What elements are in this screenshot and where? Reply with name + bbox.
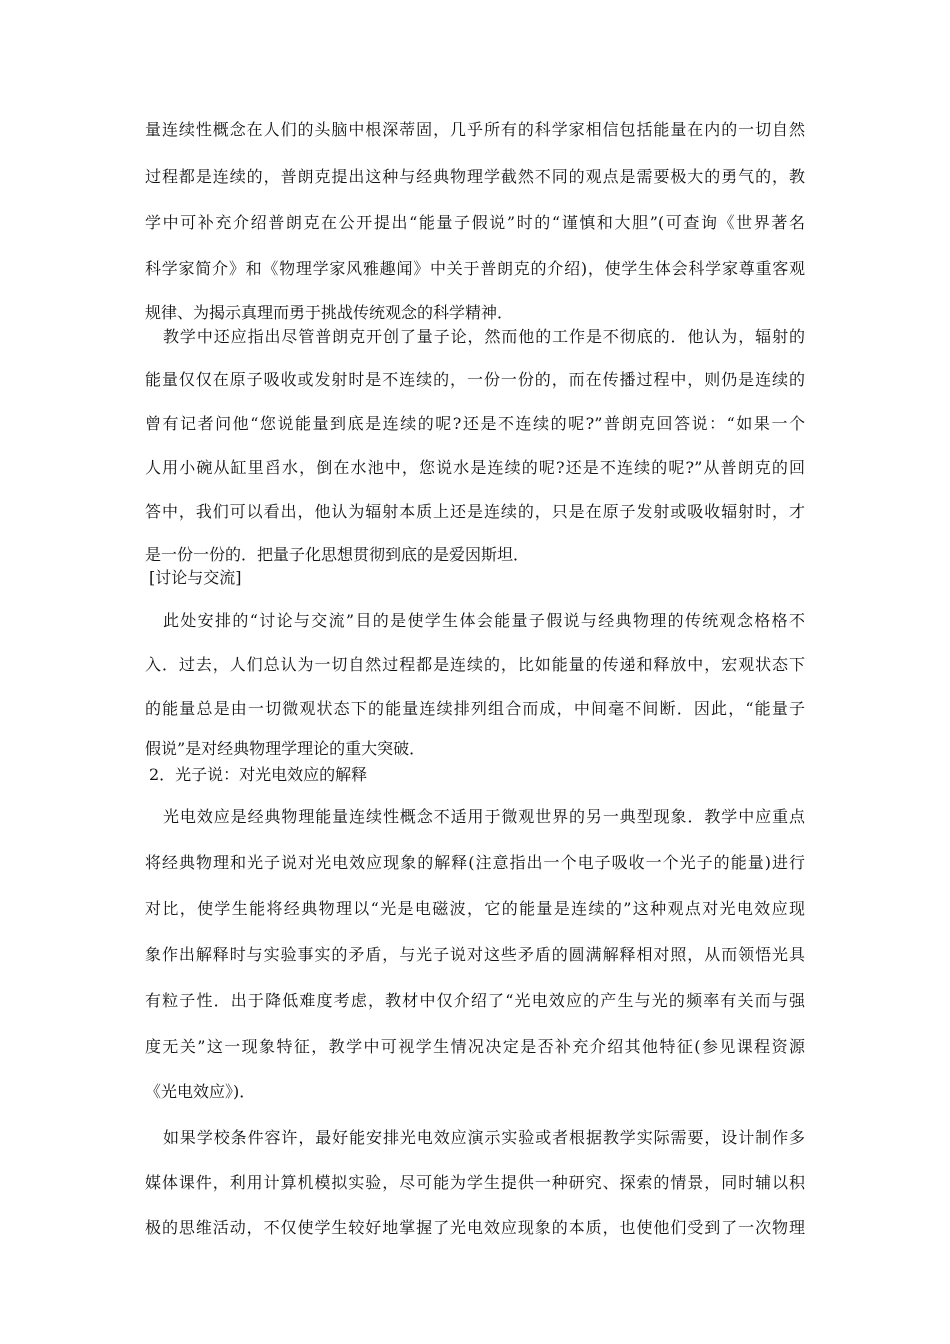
text-line: 人用小碗从缸里舀水，倒在水池中，您说水是连续的呢?还是不连续的呢?”从普朗克的回 [145, 458, 805, 477]
text-line: 将经典物理和光子说对光电效应现象的解释(注意指出一个电子吸收一个光子的能量)进行 [145, 853, 805, 872]
text-line: 学中可补充介绍普朗克在公开提出“能量子假说”时的“谨慎和大胆”(可查询《世界著名 [145, 213, 805, 232]
text-line: 极的思维活动，不仅使学生较好地掌握了光电效应现象的本质，也使他们受到了一次物理 [145, 1218, 805, 1237]
text-line: 度无关”这一现象特征，教学中可视学生情况决定是否补充介绍其他特征(参见课程资源 [145, 1037, 805, 1056]
section-heading-photon-theory: 2．光子说：对光电效应的解释 [149, 765, 368, 784]
text-line: 的能量总是由一切微观状态下的能量连续排列组合而成，中间毫不间断．因此，“能量子 [145, 699, 805, 718]
text-line: 媒体课件，利用计算机模拟实验，尽可能为学生提供一种研究、探索的情景，同时辅以积 [145, 1173, 805, 1192]
text-line: 假说”是对经典物理学理论的重大突破． [145, 739, 426, 758]
text-line: 有粒子性．出于降低难度考虑，教材中仅介绍了“光电效应的产生与光的频率有关而与强 [145, 991, 805, 1010]
text-line: 过程都是连续的，普朗克提出这种与经典物理学截然不同的观点是需要极大的勇气的，教 [145, 167, 805, 186]
text-line: 规律、为揭示真理而勇于挑战传统观念的科学精神． [145, 303, 514, 322]
text-line: 《光电效应》)． [145, 1082, 256, 1101]
text-line: 象作出解释时与实验事实的矛盾，与光子说对这些矛盾的圆满解释相对照，从而领悟光具 [145, 945, 805, 964]
text-line: 光电效应是经典物理能量连续性概念不适用于微观世界的另一典型现象．教学中应重点 [163, 807, 805, 826]
text-line: 教学中还应指出尽管普朗克开创了量子论，然而他的工作是不彻底的．他认为，辐射的 [163, 327, 805, 346]
text-line: 此处安排的“讨论与交流”目的是使学生体会能量子假说与经典物理的传统观念格格不 [163, 611, 805, 630]
text-line: 如果学校条件容许，最好能安排光电效应演示实验或者根据教学实际需要，设计制作多 [163, 1128, 805, 1147]
text-line: 对比，使学生能将经典物理以“光是电磁波，它的能量是连续的”这种观点对光电效应现 [145, 899, 805, 918]
text-line: 量连续性概念在人们的头脑中根深蒂固，几乎所有的科学家相信包括能量在内的一切自然 [145, 120, 805, 139]
text-line: 答中，我们可以看出，他认为辐射本质上还是连续的，只是在原子发射或吸收辐射时，才 [145, 502, 805, 521]
text-line: 能量仅仅在原子吸收或发射时是不连续的，一份一份的，而在传播过程中，则仍是连续的 [145, 370, 805, 389]
text-line: 是一份一份的．把量子化思想贯彻到底的是爱因斯坦． [145, 545, 530, 564]
section-heading-discussion: [讨论与交流] [149, 568, 242, 587]
text-line: 科学家简介》和《物理学家风雅趣闻》中关于普朗克的介绍)，使学生体会科学家尊重客观 [145, 259, 805, 278]
text-line: 入．过去，人们总认为一切自然过程都是连续的，比如能量的传递和释放中，宏观状态下 [145, 655, 805, 674]
text-line: 曾有记者问他“您说能量到底是连续的呢?还是不连续的呢?”普朗克回答说：“如果一个 [145, 414, 805, 433]
